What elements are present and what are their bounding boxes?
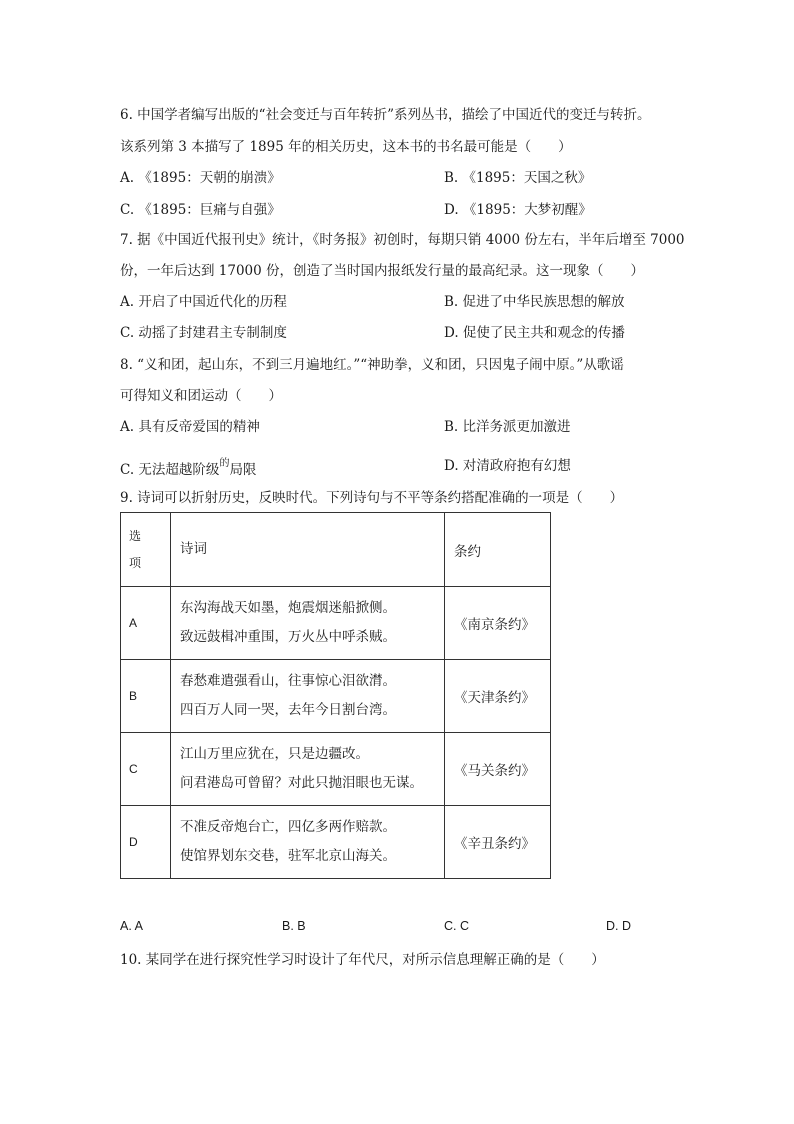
poem-line: 春愁难遣强看山，往事惊心泪欲潸。 <box>180 673 396 689</box>
q8-option-c-tail: 局限 <box>229 462 257 478</box>
table-row <box>121 660 551 733</box>
q7-option-a: A. 开启了中国近代化的历程 <box>120 294 287 310</box>
row-option: C <box>121 733 171 806</box>
table-row <box>121 733 551 806</box>
q6-stem-line2: 该系列第 3 本描写了 1895 年的相关历史，这本书的书名最可能是（ ） <box>120 139 572 155</box>
q8-stem-line2: 可得知义和团运动（ ） <box>120 388 282 404</box>
table-row <box>121 587 551 660</box>
q9-answer-d: D. D <box>606 919 631 933</box>
poem-line: 不准反帝炮台亡，四亿多两作赔款。 <box>180 819 396 835</box>
q7-option-d: D. 促使了民主共和观念的传播 <box>444 325 625 341</box>
poem-line: 使馆界划东交巷，驻军北京山海关。 <box>180 848 396 864</box>
table-header-row <box>121 513 551 587</box>
q6-option-b: B. 《1895：天国之秋》 <box>444 170 592 186</box>
poem-line: 江山万里应犹在，只是边疆改。 <box>180 746 369 762</box>
q8-option-b: B. 比洋务派更加激进 <box>444 419 571 435</box>
header-option-cell <box>121 513 171 587</box>
header-option-line2: 项 <box>129 555 142 570</box>
q10-stem: 10. 某同学在进行探究性学习时设计了年代尺，对所示信息理解正确的是（ ） <box>120 952 605 968</box>
row-treaty: 《辛丑条约》 <box>445 806 551 879</box>
q8-option-c-superscript: 的 <box>219 458 230 469</box>
q8-option-c-text: C. 无法超越阶级 <box>120 462 220 478</box>
poem-line: 问君港岛可曾留？对此只抛泪眼也无谋。 <box>180 775 423 791</box>
q6-option-c: C. 《1895：巨痛与自强》 <box>120 202 281 218</box>
q7-stem-line2: 份，一年后达到 17000 份，创造了当时国内报纸发行量的最高纪录。这一现象（ ） <box>120 263 645 279</box>
row-option: B <box>121 660 171 733</box>
q7-stem-line1: 7. 据《中国近代报刊史》统计，《时务报》初创时，每期只销 4000 份左右，半年后增至 7000 <box>120 232 685 248</box>
poem-line: 东沟海战天如墨，炮震烟迷船掀侧。 <box>180 600 396 616</box>
q9-stem: 9. 诗词可以折射历史，反映时代。下列诗句与不平等条约搭配准确的一项是（ ） <box>120 490 624 506</box>
q8-option-d: D. 对清政府抱有幻想 <box>444 458 571 474</box>
header-poem-cell: 诗词 <box>171 513 445 587</box>
q9-answer-b: B. B <box>282 919 306 933</box>
row-treaty: 《马关条约》 <box>445 733 551 806</box>
row-treaty: 《天津条约》 <box>445 660 551 733</box>
row-poem <box>171 806 445 879</box>
row-poem <box>171 733 445 806</box>
row-treaty: 《南京条约》 <box>445 587 551 660</box>
q8-stem-line1: 8. “义和团，起山东，不到三月遍地红。”“神助拳，义和团，只因鬼子闹中原。”从歌谣 <box>120 357 624 373</box>
q7-option-c: C. 动摇了封建君主专制制度 <box>120 325 287 341</box>
q6-stem-line1: 6. 中国学者编写出版的“社会变迁与百年转折”系列丛书，描绘了中国近代的变迁与转折。 <box>120 107 651 123</box>
q6-option-a: A. 《1895：天朝的崩溃》 <box>120 170 281 186</box>
q9-table <box>120 512 551 879</box>
poem-line: 致远鼓楫冲重围，万火丛中呼杀贼。 <box>180 629 396 645</box>
row-poem <box>171 660 445 733</box>
q6-option-d: D. 《1895：大梦初醒》 <box>444 202 592 218</box>
q9-answer-c: C. C <box>444 919 469 933</box>
q8-option-a: A. 具有反帝爱国的精神 <box>120 419 260 435</box>
header-option-line1: 选 <box>129 528 142 543</box>
row-option: A <box>121 587 171 660</box>
row-option: D <box>121 806 171 879</box>
q8-option-c <box>120 454 256 478</box>
header-treaty-cell: 条约 <box>445 513 551 587</box>
poem-line: 四百万人同一哭，去年今日割台湾。 <box>180 702 396 718</box>
q7-option-b: B. 促进了中华民族思想的解放 <box>444 294 625 310</box>
table-row <box>121 806 551 879</box>
row-poem <box>171 587 445 660</box>
q9-answer-a: A. A <box>120 919 143 933</box>
